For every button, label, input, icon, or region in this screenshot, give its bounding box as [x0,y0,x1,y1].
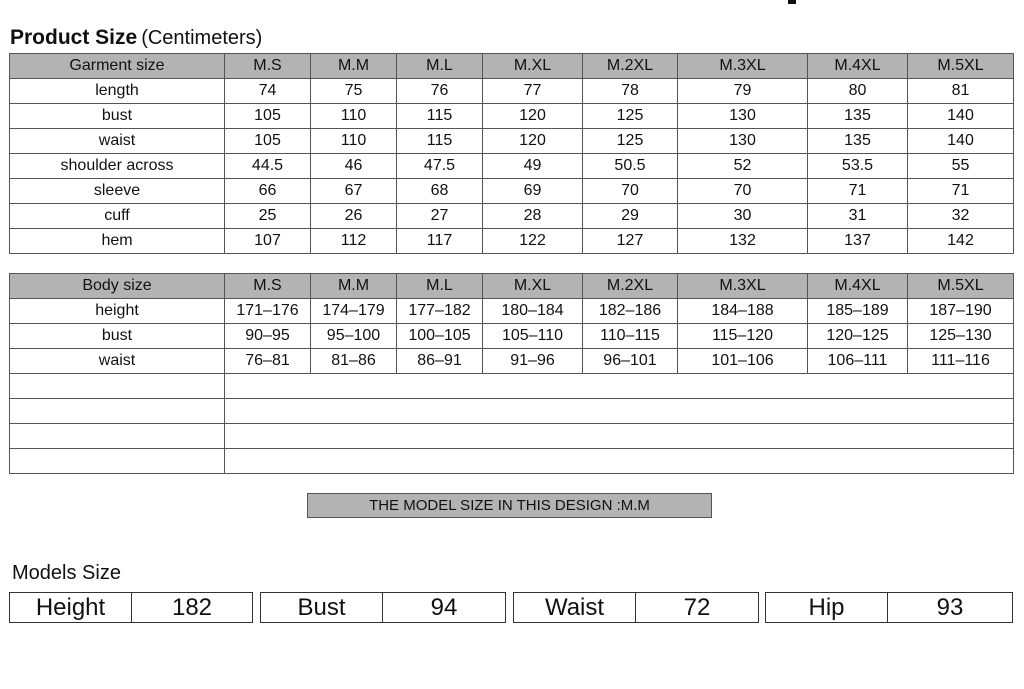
table-cell: 111–116 [908,349,1014,374]
table-cell: 31 [808,204,908,229]
table-cell: 55 [908,154,1014,179]
model-height-box [9,592,253,623]
title-main: Product Size [10,26,138,49]
row-label-cell: cuff [10,204,225,229]
table-row [10,129,1014,154]
table-cell: 171–176 [225,299,311,324]
table-cell: 101–106 [678,349,808,374]
empty-value-cell [225,399,1014,424]
table-cell: 106–111 [808,349,908,374]
table-cell: 130 [678,104,808,129]
row-label-cell: waist [10,129,225,154]
header-size-cell: M.L [397,274,483,299]
table-cell: 115 [397,129,483,154]
row-label-cell: bust [10,104,225,129]
table-cell: 70 [583,179,678,204]
table-cell: 67 [311,179,397,204]
model-bust-box [260,592,506,623]
table-cell: 182–186 [583,299,678,324]
table-cell: 70 [678,179,808,204]
header-size-cell: M.M [311,54,397,79]
table-cell: 32 [908,204,1014,229]
table-cell: 66 [225,179,311,204]
table-header-row [10,274,1014,299]
table-cell: 115–120 [678,324,808,349]
model-bust-value: 94 [430,594,458,621]
table-cell: 26 [311,204,397,229]
table-cell: 177–182 [397,299,483,324]
top-edge-mark [788,0,796,4]
page-title [10,26,262,50]
table-cell: 79 [678,79,808,104]
table-cell: 110 [311,129,397,154]
row-label-cell: hem [10,229,225,254]
model-bust-label: Bust [261,593,383,622]
header-size-cell: M.4XL [808,54,908,79]
table-cell: 185–189 [808,299,908,324]
table-cell: 47.5 [397,154,483,179]
table-row [10,179,1014,204]
table-cell: 174–179 [311,299,397,324]
table-row [10,299,1014,324]
table-cell: 137 [808,229,908,254]
table-cell: 95–100 [311,324,397,349]
table-cell: 105 [225,104,311,129]
table-cell: 77 [483,79,583,104]
table-cell: 80 [808,79,908,104]
empty-value-cell [225,374,1014,399]
table-row [10,154,1014,179]
model-hip-value: 93 [936,594,964,621]
header-size-cell: M.5XL [908,274,1014,299]
empty-row [10,449,1014,474]
table-cell: 81 [908,79,1014,104]
table-cell: 180–184 [483,299,583,324]
table-cell: 142 [908,229,1014,254]
empty-row [10,399,1014,424]
table-cell: 76–81 [225,349,311,374]
table-cell: 76 [397,79,483,104]
model-waist-box [513,592,759,623]
table-cell: 44.5 [225,154,311,179]
row-label-cell: waist [10,349,225,374]
empty-value-cell [225,424,1014,449]
header-size-cell: M.5XL [908,54,1014,79]
header-size-cell: M.L [397,54,483,79]
model-height-label: Height [10,593,132,622]
table-cell: 184–188 [678,299,808,324]
table-cell: 30 [678,204,808,229]
table-cell: 52 [678,154,808,179]
table-cell: 115 [397,104,483,129]
title-unit: (Centimeters) [141,27,263,49]
model-height-value: 182 [171,594,213,621]
models-size-title: Models Size [12,562,121,584]
table-cell: 68 [397,179,483,204]
table-row [10,79,1014,104]
table-cell: 120 [483,129,583,154]
header-label-cell: Body size [10,274,225,299]
table-cell: 71 [908,179,1014,204]
table-cell: 130 [678,129,808,154]
header-size-cell: M.XL [483,274,583,299]
row-label-cell: shoulder across [10,154,225,179]
header-size-cell: M.S [225,54,311,79]
header-size-cell: M.2XL [583,274,678,299]
table-cell: 125 [583,129,678,154]
table-cell: 28 [483,204,583,229]
model-size-banner: THE MODEL SIZE IN THIS DESIGN :M.M [307,493,712,518]
garment-size-table [9,53,1014,254]
table-cell: 110 [311,104,397,129]
table-cell: 125 [583,104,678,129]
table-cell: 29 [583,204,678,229]
header-size-cell: M.XL [483,54,583,79]
table-cell: 187–190 [908,299,1014,324]
model-hip-label: Hip [766,593,888,622]
empty-label-cell [10,374,225,399]
table-cell: 107 [225,229,311,254]
header-size-cell: M.3XL [678,54,808,79]
empty-row [10,424,1014,449]
empty-label-cell [10,449,225,474]
table-cell: 110–115 [583,324,678,349]
empty-row [10,374,1014,399]
table-cell: 78 [583,79,678,104]
table-cell: 90–95 [225,324,311,349]
empty-value-cell [225,449,1014,474]
model-hip-box [765,592,1013,623]
empty-label-cell [10,424,225,449]
model-waist-value: 72 [683,594,711,621]
header-size-cell: M.4XL [808,274,908,299]
table-cell: 127 [583,229,678,254]
table-row [10,324,1014,349]
table-cell: 105–110 [483,324,583,349]
table-cell: 86–91 [397,349,483,374]
table-row [10,229,1014,254]
table-cell: 135 [808,129,908,154]
empty-label-cell [10,399,225,424]
table-cell: 25 [225,204,311,229]
row-label-cell: length [10,79,225,104]
table-cell: 140 [908,104,1014,129]
row-label-cell: bust [10,324,225,349]
table-cell: 50.5 [583,154,678,179]
row-label-cell: sleeve [10,179,225,204]
table-cell: 140 [908,129,1014,154]
header-label-cell: Garment size [10,54,225,79]
table-cell: 120 [483,104,583,129]
table-cell: 27 [397,204,483,229]
table-row [10,349,1014,374]
table-cell: 53.5 [808,154,908,179]
table-cell: 117 [397,229,483,254]
table-cell: 49 [483,154,583,179]
table-cell: 105 [225,129,311,154]
table-cell: 74 [225,79,311,104]
header-size-cell: M.3XL [678,274,808,299]
table-cell: 135 [808,104,908,129]
header-size-cell: M.2XL [583,54,678,79]
table-header-row [10,54,1014,79]
table-cell: 46 [311,154,397,179]
table-row [10,104,1014,129]
table-cell: 132 [678,229,808,254]
header-size-cell: M.S [225,274,311,299]
table-cell: 125–130 [908,324,1014,349]
row-label-cell: height [10,299,225,324]
table-cell: 91–96 [483,349,583,374]
table-row [10,204,1014,229]
header-size-cell: M.M [311,274,397,299]
table-cell: 96–101 [583,349,678,374]
model-waist-label: Waist [514,593,636,622]
table-cell: 100–105 [397,324,483,349]
table-cell: 122 [483,229,583,254]
table-cell: 71 [808,179,908,204]
table-cell: 69 [483,179,583,204]
table-cell: 120–125 [808,324,908,349]
body-size-table [9,273,1014,474]
table-cell: 112 [311,229,397,254]
table-cell: 81–86 [311,349,397,374]
table-cell: 75 [311,79,397,104]
